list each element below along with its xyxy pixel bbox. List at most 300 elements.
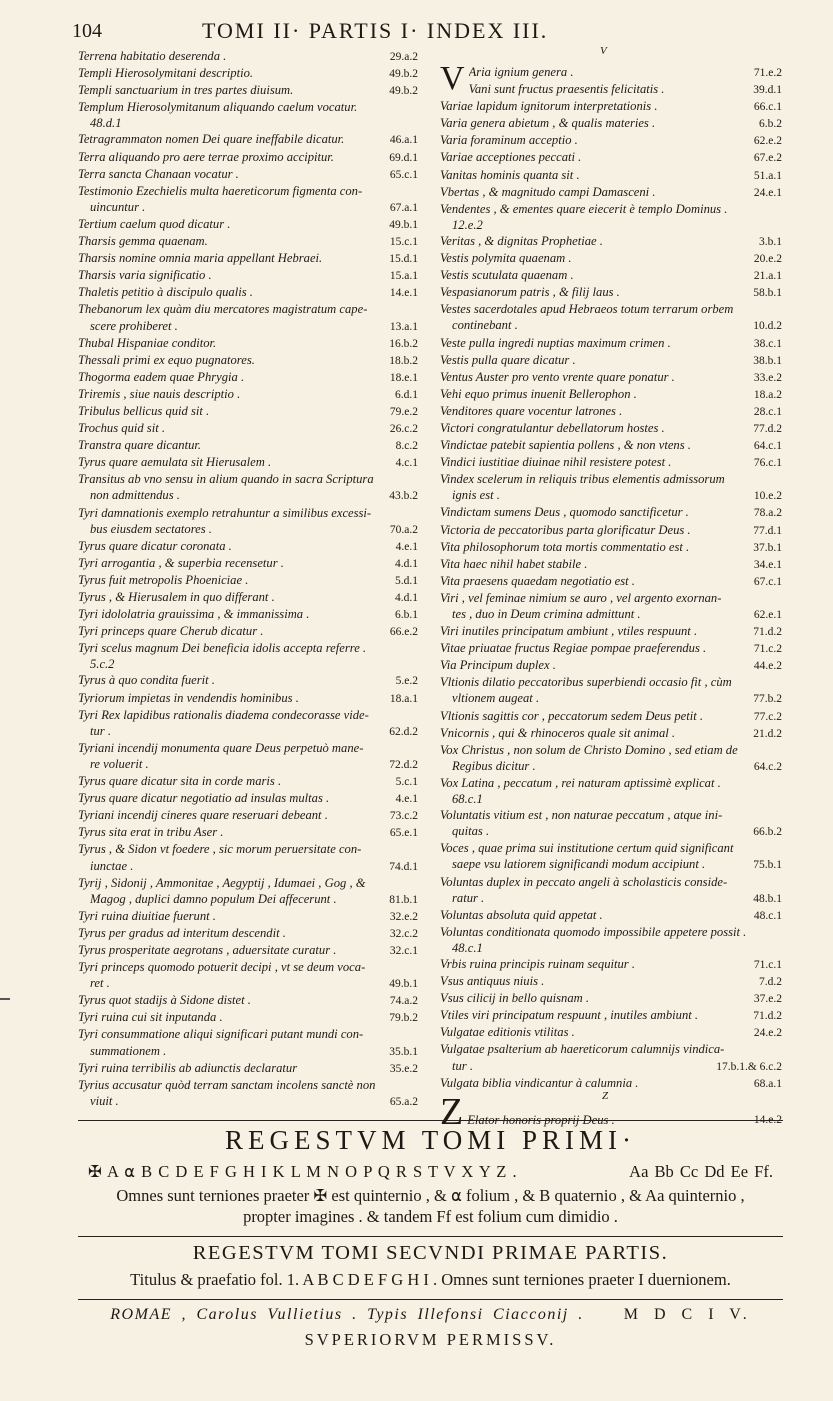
entry-text: Vbertas , & magnitudo campi Damasceni .: [440, 184, 656, 199]
entry-text: Tyri princeps quomodo potuerit decipi , vt se deum voca-: [78, 960, 366, 975]
index-entry: [78, 824, 418, 841]
entry-text: Tyrus quare aemulata sit Hierusalem .: [78, 455, 272, 470]
entry-ref: 68.a.1: [753, 1077, 782, 1090]
index-entry: [78, 420, 418, 437]
index-entry: [78, 740, 418, 756]
z-section: [440, 1089, 782, 1133]
entry-text: Vespasianorum patris , & filij laus .: [440, 285, 620, 300]
entry-text: Tyriorum impietas in vendendis hominibus .: [78, 690, 299, 705]
index-entry: [78, 487, 418, 504]
entry-text: iunctae .: [90, 858, 134, 873]
entry-text: Varia foraminum acceptio .: [440, 133, 578, 148]
regestum-note: Titulus & praefatio fol. 1. A B C D E F G H I . Omnes sunt terniones praeter I duernionem.: [130, 1270, 731, 1289]
index-entry: [78, 1043, 418, 1060]
entry-ref: 4.d.1: [395, 557, 418, 570]
index-entry: [78, 640, 418, 656]
index-entry: [78, 301, 418, 317]
entry-ref: 39.d.1: [753, 84, 782, 97]
index-entry: [78, 99, 418, 115]
index-entry: [440, 874, 782, 890]
entry-text: Vindex scelerum in reliquis tribus elementis admissorum: [440, 472, 725, 487]
entry-ref: 10.e.2: [753, 490, 782, 503]
entry-ref: 71.d.2: [753, 626, 782, 639]
entry-text: Tyrus sita erat in tribu Aser .: [78, 825, 224, 840]
entry-text: Vtiles viri principatum respuunt , inutiles ambiunt .: [440, 1008, 699, 1023]
index-entry: [440, 167, 782, 184]
index-entry: [440, 1090, 782, 1133]
entry-ref: 44.e.2: [753, 660, 782, 673]
index-entry: [440, 403, 782, 420]
entry-text: Tyrus à quo condita fuerit .: [78, 673, 215, 688]
entry-text: Tyrus per gradus ad interitum descendit .: [78, 925, 286, 940]
entry-ref: 49.b.2: [389, 85, 418, 98]
index-entry: [440, 640, 782, 657]
entry-text: Tyriani incendij cineres quare reseruari debeant .: [78, 808, 328, 823]
index-entry: [440, 856, 782, 873]
entry-ref: 65.c.1: [389, 168, 418, 181]
entry-text: Vita praesens quaedam negotiatio est .: [440, 573, 635, 588]
entry-text: Thogorma eadem quae Phrygia .: [78, 369, 245, 384]
entry-ref: 5.e.2: [395, 675, 418, 688]
entry-ref: 65.a.2: [389, 1095, 418, 1108]
entry-ref: 32.c.1: [389, 944, 418, 957]
index-entry: [440, 301, 782, 317]
index-entry: [78, 690, 418, 707]
index-entry: [440, 352, 782, 369]
index-entry: [440, 606, 782, 623]
entry-text: summationem .: [90, 1043, 167, 1058]
index-entry: [78, 369, 418, 386]
index-entry: [440, 267, 782, 284]
entry-text: 68.c.1: [452, 792, 483, 807]
entry-ref: 4.d.1: [395, 592, 418, 604]
page-header: [72, 18, 782, 48]
entry-text: bus eiusdem sectatores .: [90, 521, 212, 536]
regestum-note: propter imagines . & tandem Ff est folium cum dimidio .: [243, 1207, 618, 1226]
entry-ref: 75.b.1: [753, 859, 782, 872]
index-entry: [78, 454, 418, 471]
entry-text: Vita philosophorum tota mortis commentatio est .: [440, 539, 690, 554]
entry-ref: 28.c.1: [753, 405, 782, 418]
entry-text: Vnicornis , qui & rhinoceros quale sit animal .: [440, 725, 676, 740]
index-entry: [78, 183, 418, 199]
index-entry: [440, 317, 782, 334]
entry-ref: 67.c.1: [753, 575, 782, 588]
entry-text: tur .: [90, 723, 111, 738]
index-entry: [78, 1060, 418, 1077]
entry-text: Tetragrammaton nomen Dei quare ineffabile dicatur.: [78, 132, 345, 147]
index-entry: [78, 942, 418, 959]
section-letter-label: V: [600, 45, 607, 57]
entry-ref: 3.b.1: [759, 235, 782, 248]
entry-text: re voluerit .: [90, 756, 149, 771]
entry-ref: 18.a.1: [389, 692, 418, 705]
entry-ref: 29.a.2: [389, 51, 418, 63]
entry-text: Thaletis petitio à discipulo qualis .: [78, 285, 253, 300]
index-entry: [78, 555, 418, 572]
index-entry: [440, 823, 782, 840]
section-letter-v: [440, 45, 782, 64]
entry-text: Templum Hierosolymitanum aliquando caelum vocatur.: [78, 100, 358, 115]
entry-ref: 76.c.1: [753, 457, 782, 470]
entry-ref: 71.d.2: [753, 1010, 782, 1023]
entry-text: Tyri consummatione aliqui significari putant mundi con-: [78, 1027, 364, 1042]
entry-text: Veste pulla ingredi nuptias maximum crimen .: [440, 335, 671, 350]
index-entry: [78, 115, 418, 131]
entry-text: Vita haec nihil habet stabile .: [440, 556, 588, 571]
index-entry: [440, 956, 782, 973]
entry-text: 5.c.2: [90, 657, 115, 672]
entry-text: Vindici iustitiae diuinae nihil resistere potest .: [440, 455, 672, 470]
entry-text: Voces , quae prima sui institutione certum quid significant: [440, 841, 734, 856]
entry-ref: 38.c.1: [753, 337, 782, 350]
entry-text: Voluntas duplex in peccato angeli à scholasticis conside-: [440, 874, 728, 889]
entry-text: Terrena habitatio deserenda .: [78, 49, 227, 63]
right-column: [440, 45, 782, 1133]
entry-ref: 66.b.2: [753, 826, 782, 839]
entry-text: Magog , duplici damno populum Dei affecerunt .: [90, 891, 337, 906]
entry-ref: 79.e.2: [389, 405, 418, 418]
entry-ref: 16.b.2: [389, 337, 418, 350]
entry-ref: 34.e.1: [753, 558, 782, 571]
entry-text: Variae acceptiones peccati .: [440, 150, 582, 165]
index-entry: [78, 437, 418, 454]
entry-ref: 78.a.2: [753, 507, 782, 520]
entry-text: ignis est .: [452, 488, 500, 503]
index-entry: [440, 437, 782, 454]
regestum-note: Omnes sunt terniones praeter ✠ est quinternio , & ⍺ folium , & B quaternio , & Aa quinternio ,: [116, 1186, 745, 1205]
entry-text: Tyri Rex lapidibus rationalis diadema condecorasse vide-: [78, 707, 369, 722]
entry-text: Vani sunt fructus praesentis felicitatis .: [468, 82, 665, 97]
entry-text: Vendentes , & ementes quare eiecerit è templo Dominus .: [440, 201, 728, 216]
entry-ref: 72.d.2: [389, 758, 418, 771]
entry-ref: 77.d.1: [753, 524, 782, 537]
entry-ref: 7.d.2: [759, 976, 782, 989]
index-entry: [440, 98, 782, 115]
index-entry: [440, 758, 782, 775]
index-entry: [78, 807, 418, 824]
entry-text: Tyri scelus magnum Dei beneficia idolis accepta referre .: [78, 641, 367, 656]
entry-text: Ventus Auster pro vento vrente quare ponatur .: [440, 369, 675, 384]
index-entry: [440, 1024, 782, 1041]
entry-text: Viri , vel feminae nimium se auro , vel argento exornan-: [440, 590, 722, 605]
entry-ref: 79.b.2: [389, 1012, 418, 1025]
entry-text: 48.c.1: [452, 940, 483, 955]
index-entry: [78, 318, 418, 335]
entry-text: ret .: [90, 976, 110, 991]
index-entry: [78, 891, 418, 908]
index-entry: [440, 742, 782, 758]
index-entry: [78, 975, 418, 992]
entry-text: Via Principum duplex .: [440, 658, 556, 673]
index-entry: [78, 166, 418, 183]
index-entry: [78, 233, 418, 250]
entry-text: Tyri arrogantia , & superbia recensetur .: [78, 555, 284, 570]
index-entry: [78, 756, 418, 773]
entry-text: Regibus dicitur .: [452, 758, 536, 773]
entry-ref: 62.d.2: [389, 725, 418, 738]
drop-cap-z: Z: [440, 1090, 464, 1133]
index-entry: [78, 875, 418, 891]
index-entry: [440, 657, 782, 674]
index-entry: [440, 674, 782, 690]
entry-ref: 48.b.1: [753, 892, 782, 905]
entry-ref: 33.e.2: [753, 371, 782, 384]
entry-text: non admittendus .: [90, 488, 180, 503]
right-entries: [440, 98, 782, 1092]
entry-ref: 58.b.1: [753, 287, 782, 300]
entry-text: Tyri ruina terribilis ab adiunctis declaratur: [78, 1060, 298, 1075]
index-entry: [78, 623, 418, 640]
index-entry: [440, 132, 782, 149]
entry-text: Templi sanctuarium in tres partes diuisum.: [78, 83, 294, 98]
entry-text: Terra sancta Chanaan vocatur .: [78, 166, 239, 181]
index-entry: [440, 454, 782, 471]
index-entry: [78, 538, 418, 555]
regestum-letters: [78, 1162, 793, 1182]
imprint: [78, 1306, 783, 1324]
entry-ref: 71.e.2: [753, 67, 782, 79]
entry-text: Terra aliquando pro aere terrae proximo accipitur.: [78, 149, 334, 164]
entry-text: Transitus ab vno sensu in alium quando in sacra Scriptura: [78, 472, 374, 487]
index-entry: [440, 522, 782, 539]
entry-ref: 20.e.2: [753, 253, 782, 266]
index-entry: [78, 267, 418, 284]
index-entry: [440, 590, 782, 606]
entry-ref: 21.a.1: [753, 270, 782, 283]
index-entry: [440, 708, 782, 725]
entry-text: Vltionis sagittis cor , peccatorum sedem Deus petit .: [440, 708, 704, 723]
entry-ref: 18.e.1: [389, 371, 418, 384]
entry-text: Tyrius accusatur quòd terram sanctam incolens sanctè non: [78, 1077, 376, 1092]
index-entry: [78, 386, 418, 403]
index-entry: [78, 858, 418, 875]
entry-ref: 32.c.2: [389, 927, 418, 940]
entry-text: saepe vsu latiorem significandi modum accipiunt .: [452, 857, 706, 872]
index-entry: [78, 149, 418, 166]
entry-text: Tyrus fuit metropolis Phoeniciae .: [78, 572, 249, 587]
entry-text: Thebanorum lex quàm diu mercatores magistratum cape-: [78, 302, 368, 317]
entry-ref: 46.a.1: [389, 134, 418, 147]
entry-text: Trochus quid sit .: [78, 421, 166, 436]
entry-ref: 73.c.2: [389, 810, 418, 823]
divider: [78, 1299, 783, 1300]
imprint-text: ROMAE , Carolus Vullietius . Typis Illefonsi Ciacconij .: [110, 1306, 584, 1323]
index-entry: [78, 471, 418, 487]
entry-text: Elator honoris proprij Deus .: [467, 1112, 615, 1127]
entry-text: Tharsis varia significatio .: [78, 268, 212, 283]
entry-text: Tyri damnationis exemplo retrahuntur a similibus excessi-: [78, 505, 372, 520]
index-entry: [440, 1007, 782, 1024]
entry-ref: 77.c.2: [753, 710, 782, 723]
entry-text: Templi Hierosolymitani descriptio.: [78, 66, 254, 81]
entry-text: Tyrus quare dicatur coronata .: [78, 538, 232, 553]
entry-text: Tyrus quare dicatur sita in corde maris .: [78, 774, 282, 789]
index-entry: [78, 1009, 418, 1026]
entry-ref: 66.e.2: [389, 626, 418, 639]
entry-text: Thessali primi ex equo pugnatores.: [78, 352, 255, 367]
entry-ref: 4.e.1: [395, 793, 418, 806]
index-entry: [440, 973, 782, 990]
entry-ref: 62.e.2: [753, 135, 782, 148]
entry-text: Voluntas absoluta quid appetat .: [440, 907, 603, 922]
entry-text: tur .: [452, 1058, 473, 1073]
entry-ref: 69.d.1: [389, 151, 418, 164]
entry-text: Tertium caelum quod dicatur .: [78, 216, 231, 231]
index-entry: [78, 403, 418, 420]
entry-text: Vulgatae editionis vtilitas .: [440, 1025, 575, 1040]
entry-ref: 62.e.1: [753, 609, 782, 621]
entry-ref: 8.c.2: [395, 440, 418, 453]
entry-text: Vestis pulla quare dicatur .: [440, 352, 576, 367]
index-entry: [78, 65, 418, 82]
index-entry: [440, 573, 782, 590]
index-entry: [440, 1075, 782, 1092]
entry-text: Viri inutiles principatum ambiunt , vtiles respuunt .: [440, 624, 698, 639]
entry-text: Tyriani incendij monumenta quare Deus perpetuò mane-: [78, 740, 364, 755]
section-letter-label: Z: [602, 1089, 609, 1102]
entry-text: Vindictam sumens Deus , quomodo sanctificetur .: [440, 505, 689, 520]
imprint-year: M D C I V.: [623, 1306, 751, 1323]
entry-text: Tyrus prosperitate aegrotans , aduersitate curatur .: [78, 942, 337, 957]
index-entry: [440, 420, 782, 437]
entry-ref: 18.b.2: [389, 354, 418, 367]
entry-text: ratur .: [452, 890, 485, 905]
entry-text: Tharsis nomine omnia maria appellant Hebraei.: [78, 251, 323, 266]
entry-ref: 49.b.1: [389, 218, 418, 231]
entry-text: Tyri ruina cui sit inputanda .: [78, 1010, 223, 1025]
entry-text: Tyri princeps quare Cherub dicatur .: [78, 624, 264, 639]
entry-text: quitas .: [452, 824, 490, 839]
index-entry: [440, 990, 782, 1007]
entry-ref: 48.c.1: [753, 909, 782, 922]
entry-text: Vestis polymita quaenam .: [440, 251, 572, 266]
entry-text: Veritas , & dignitas Prophetiae .: [440, 233, 603, 248]
entry-text: Varia genera abietum , & qualis materies .: [440, 116, 656, 131]
entry-ref: 5.d.1: [395, 574, 418, 587]
index-entry: [78, 250, 418, 267]
index-entry: [78, 959, 418, 975]
entry-ref: 37.e.2: [753, 993, 782, 1006]
index-entry: [78, 790, 418, 807]
entry-text: Vltionis dilatio peccatoribus superbiendi occasio fit , cùm: [440, 675, 732, 690]
index-entry: [440, 386, 782, 403]
index-entry: [78, 521, 418, 538]
entry-ref: 77.b.2: [753, 693, 782, 706]
index-entry: [440, 504, 782, 521]
entry-text: Victori congratulantur debellatorum hostes .: [440, 420, 665, 435]
entry-text: Vanitas hominis quanta sit .: [440, 167, 580, 182]
entry-ref: 18.a.2: [753, 388, 782, 401]
entry-ref: 77.d.2: [753, 422, 782, 435]
entry-text: Vsus cilicij in bello quisnam .: [440, 991, 590, 1006]
entry-text: Tyri ruina diuitiae fuerunt .: [78, 908, 216, 923]
index-entry: [78, 82, 418, 99]
entry-ref: 35.b.1: [389, 1045, 418, 1058]
regestum-title: REGESTVM TOMI PRIMI·: [224, 1125, 637, 1155]
entry-ref: 15.d.1: [389, 253, 418, 266]
index-entry: [469, 81, 782, 98]
entry-ref: 21.d.2: [753, 727, 782, 740]
entry-ref: 49.b.1: [389, 978, 418, 991]
index-entry: [469, 64, 782, 81]
page-title: TOMI II· PARTIS I· INDEX III.: [202, 18, 549, 43]
entry-text: tes , duo in Deum crimina admittunt .: [452, 607, 641, 621]
index-entry: [440, 284, 782, 301]
entry-text: Transtra quare dicantur.: [78, 438, 202, 453]
entry-ref: 6.b.1: [395, 609, 418, 622]
entry-ref: 6.b.2: [759, 118, 782, 131]
index-entry: [440, 807, 782, 823]
entry-text: Vsus antiquus niuis .: [440, 974, 545, 989]
entry-ref: 49.b.2: [389, 68, 418, 81]
entry-text: Variae lapidum ignitorum interpretationis .: [440, 99, 658, 114]
index-entry: [78, 841, 418, 857]
index-entry: [440, 940, 782, 956]
entry-text: scere prohiberet .: [90, 318, 178, 333]
index-entry: [78, 589, 418, 606]
index-entry: [78, 284, 418, 301]
index-entry: [78, 505, 418, 521]
index-entry: [440, 217, 782, 233]
entry-text: Vindictae patebit sapientia pollens , & non vtens .: [440, 438, 691, 453]
entry-text: Aria ignium genera .: [468, 65, 574, 79]
index-entry: [440, 791, 782, 807]
index-entry: [78, 48, 418, 65]
entry-ref: 14.e.1: [389, 287, 418, 300]
entry-text: Tyrus quot stadijs à Sidone distet .: [78, 993, 251, 1008]
index-entry: [78, 723, 418, 740]
entry-text: Testimonio Ezechielis multa haereticorum figmenta con-: [78, 183, 363, 198]
entry-ref: 35.e.2: [389, 1062, 418, 1075]
left-column: [78, 48, 418, 1110]
entry-text: continebant .: [452, 318, 518, 333]
index-entry: [78, 1026, 418, 1042]
entry-text: Vestes sacerdotales apud Hebraeos totum terrarum orbem: [440, 302, 734, 317]
margin-mark: [0, 998, 10, 1000]
entry-text: Tyrus quare dicatur negotiatio ad insulas multas .: [78, 791, 330, 806]
entry-ref: 67.a.1: [389, 201, 418, 214]
index-entry: [440, 907, 782, 924]
permission-line: SVPERIORVM PERMISSV.: [304, 1330, 557, 1349]
entry-ref: 15.a.1: [389, 270, 418, 283]
index-entry: [78, 992, 418, 1009]
index-entry: [78, 925, 418, 942]
entry-ref: 5.c.1: [395, 776, 418, 789]
entry-ref: 67.e.2: [753, 152, 782, 165]
entry-text: Vestis scutulata quaenam .: [440, 268, 574, 283]
entry-ref: 4.e.1: [395, 540, 418, 553]
entry-text: Vox Latina , peccatum , rei naturam aptissimè explicat .: [440, 775, 721, 790]
entry-text: Triremis , siue nauis descriptio .: [78, 386, 241, 401]
index-entry: [440, 556, 782, 573]
entry-ref: 38.b.1: [753, 354, 782, 367]
index-entry: [78, 707, 418, 723]
index-entry: [440, 233, 782, 250]
entry-ref: 66.c.1: [753, 101, 782, 114]
entry-ref: 71.c.2: [753, 643, 782, 656]
index-entry: [440, 775, 782, 791]
index-entry: [440, 201, 782, 217]
entry-ref: 65.e.1: [389, 827, 418, 840]
entry-ref: 51.a.1: [753, 169, 782, 182]
entry-ref: 24.e.1: [753, 186, 782, 199]
drop-cap-v: V: [440, 64, 465, 97]
entry-text: Tharsis gemma quaenam.: [78, 234, 208, 249]
index-entry: [78, 606, 418, 623]
index-entry: [440, 149, 782, 166]
entry-text: Tyri idololatria grauissima , & immanissima .: [78, 607, 310, 622]
